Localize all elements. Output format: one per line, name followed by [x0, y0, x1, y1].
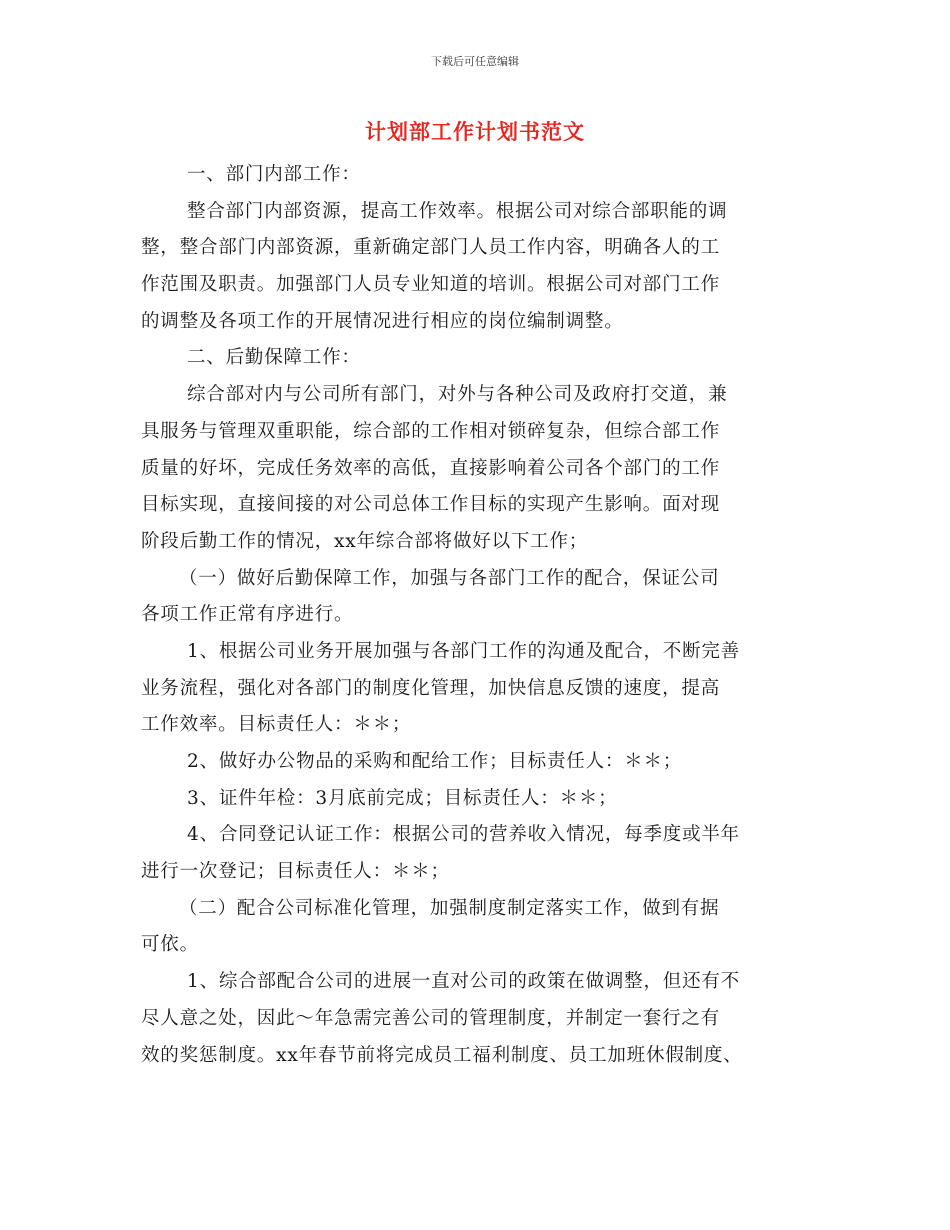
- body-line: 4、合同登记认证工作：根据公司的营养收入情况，每季度或半年: [187, 824, 740, 846]
- body-line: 尽人意之处，因此～年急需完善公司的管理制度，并制定一套行之有: [141, 1007, 721, 1029]
- body-line: 一、部门内部工作：: [187, 164, 361, 185]
- body-line: 作范围及职责。加强部门人员专业知道的培训。根据公司对部门工作: [141, 274, 721, 296]
- body-line: 具服务与管理双重职能，综合部的工作相对锁碎复杂，但综合部工作: [141, 420, 721, 442]
- body-line: 进行一次登记；目标责任人：＊＊；: [141, 861, 450, 883]
- body-line: 质量的好坏，完成任务效率的高低，直接影响着公司各个部门的工作: [141, 457, 721, 479]
- body-line: 业务流程，强化对各部门的制度化管理，加快信息反馈的速度，提高: [141, 677, 721, 699]
- body-line: 整，整合部门内部资源，重新确定部门人员工作内容，明确各人的工: [141, 237, 721, 259]
- body-line: 阶段后勤工作的情况，xx年综合部将做好以下工作；: [141, 530, 589, 552]
- body-line: 1、综合部配合公司的进展一直对公司的政策在做调整，但还有不: [187, 971, 740, 993]
- body-line: 二、后勤保障工作：: [187, 347, 361, 369]
- body-line: 1、根据公司业务开展加强与各部门工作的沟通及配合，不断完善: [187, 640, 740, 662]
- body-line: 效的奖惩制度。xx年春节前将完成员工福利制度、员工加班休假制度、: [141, 1044, 743, 1066]
- document-body: [141, 157, 809, 1074]
- body-line: 各项工作正常有序进行。: [141, 604, 354, 626]
- body-line: 整合部门内部资源，提高工作效率。根据公司对综合部职能的调: [187, 200, 728, 222]
- document-title: 计划部工作计划书范文: [365, 119, 585, 144]
- body-line: 可依。: [141, 934, 199, 956]
- body-line: （一）做好后勤保障工作，加强与各部门工作的配合，保证公司: [179, 567, 720, 589]
- body-line: 3、证件年检：3月底前完成；目标责任人：＊＊；: [187, 787, 618, 809]
- body-line: 的调整及各项工作的开展情况进行相应的岗位编制调整。: [141, 310, 624, 332]
- body-line: （二）配合公司标准化管理，加强制度制定落实工作，做到有据: [179, 897, 720, 919]
- body-line: 2、做好办公物品的采购和配给工作；目标责任人：＊＊；: [187, 751, 683, 772]
- body-line: 工作效率。目标责任人：＊＊；: [141, 714, 412, 736]
- page-header: 下载后可任意编辑: [431, 55, 519, 68]
- body-line: 目标实现，直接间接的对公司总体工作目标的实现产生影响。面对现: [141, 494, 721, 516]
- body-line: 综合部对内与公司所有部门，对外与各种公司及政府打交道，兼: [187, 384, 728, 406]
